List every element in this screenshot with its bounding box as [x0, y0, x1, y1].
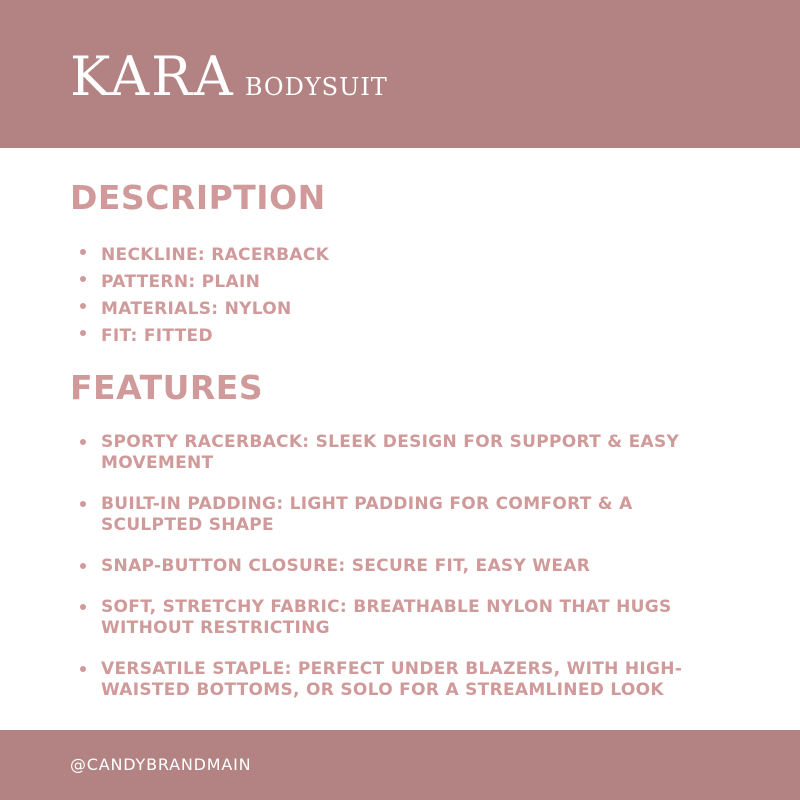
- social-handle: @CANDYBRANDMAIN: [70, 755, 252, 774]
- list-item: [80, 432, 700, 474]
- list-item-text: MATERIALS: NYLON: [101, 299, 292, 319]
- footer-band: [0, 730, 800, 800]
- list-item: [80, 323, 700, 350]
- product-type: BODYSUIT: [244, 73, 388, 101]
- list-item: [80, 494, 700, 536]
- product-name: KARA: [70, 45, 235, 108]
- list-item: [80, 269, 700, 296]
- bullet-icon: [80, 666, 86, 672]
- features-list: [80, 432, 700, 721]
- bullet-icon: [80, 303, 86, 309]
- features-heading: FEATURES: [70, 368, 264, 407]
- list-item-text: BUILT-IN PADDING: LIGHT PADDING FOR COMFORT & A SCULPTED SHAPE: [101, 494, 633, 535]
- list-item: [80, 296, 700, 323]
- list-item-text: NECKLINE: RACERBACK: [101, 245, 330, 265]
- list-item: [80, 659, 700, 701]
- bullet-icon: [80, 604, 86, 610]
- bullet-icon: [80, 563, 86, 569]
- list-item: [80, 242, 700, 269]
- bullet-icon: [80, 276, 86, 282]
- bullet-icon: [80, 439, 86, 445]
- bullet-icon: [80, 249, 86, 255]
- list-item: [80, 556, 700, 577]
- list-item-text: SPORTY RACERBACK: SLEEK DESIGN FOR SUPPORT & EASY MOVEMENT: [101, 432, 680, 473]
- description-heading: DESCRIPTION: [70, 178, 326, 217]
- product-title: [70, 45, 388, 108]
- list-item: [80, 597, 700, 639]
- header-band: [0, 0, 800, 148]
- list-item-text: VERSATILE STAPLE: PERFECT UNDER BLAZERS, WITH HIGH-WAISTED BOTTOMS, OR SOLO FOR A STREAMLINED LOOK: [101, 659, 683, 700]
- list-item-text: SOFT, STRETCHY FABRIC: BREATHABLE NYLON THAT HUGS WITHOUT RESTRICTING: [101, 597, 672, 638]
- description-list: [80, 242, 700, 350]
- bullet-icon: [80, 501, 86, 507]
- list-item-text: PATTERN: PLAIN: [101, 272, 261, 292]
- list-item-text: SNAP-BUTTON CLOSURE: SECURE FIT, EASY WEAR: [101, 556, 591, 576]
- bullet-icon: [80, 330, 86, 336]
- list-item-text: FIT: FITTED: [101, 326, 213, 346]
